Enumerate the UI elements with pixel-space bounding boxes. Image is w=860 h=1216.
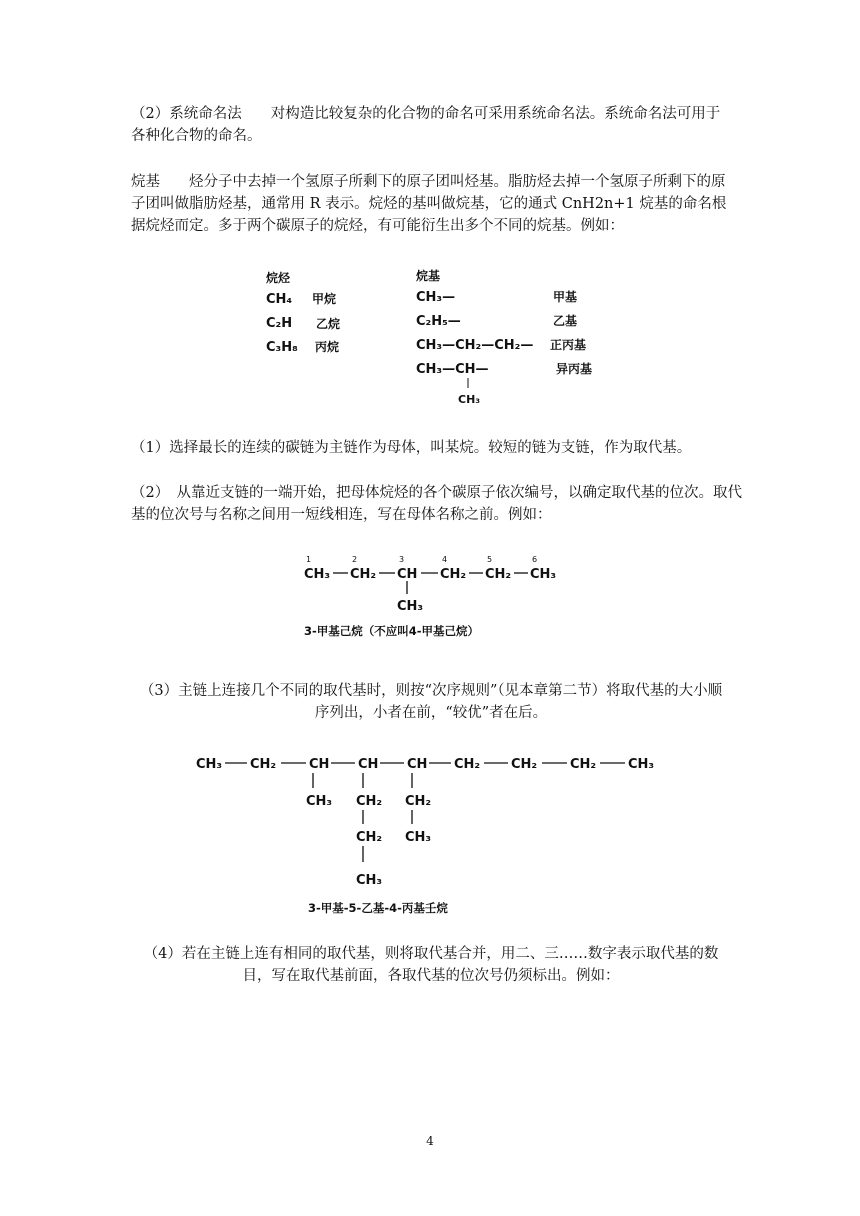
chain-group-4: CH₂ (440, 567, 467, 582)
alkyl-formula-2: C₂H₅— (416, 314, 461, 329)
alkane-formula-2: C₂H (266, 316, 293, 331)
example2-caption: 3-甲基-5-乙基-4-丙基壬烷 (308, 901, 448, 915)
rule-3: （3）主链上连接几个不同的取代基时，则按“次序规则”（见本章第二节）将取代基的大小顺序列出，小者在前，“较优”者在后。 (139, 683, 723, 721)
alkyl-formula-1: CH₃— (416, 290, 456, 305)
alkane-name-1: 甲烷 (312, 292, 337, 306)
alkane-formula-3: C₃H₈ (266, 340, 298, 355)
main-group-8: CH₂ (570, 757, 597, 772)
alkyl-name-3: 正丙基 (550, 338, 587, 352)
chain-group-2: CH₂ (350, 567, 377, 582)
main-group-7: CH₂ (511, 757, 538, 772)
main-group-1: CH₃ (196, 757, 223, 772)
intro-paragraph: （2）系统命名法 对构造比较复杂的化合物的命名可采用系统命名法。系统命名法可用于各种化合物的命名。 (131, 106, 721, 144)
main-group-2: CH₂ (250, 757, 277, 772)
alkane-formula-1: CH₄ (266, 292, 293, 307)
carbon-number-4: 4 (442, 555, 448, 564)
carbon-number-6: 6 (532, 555, 538, 564)
rule-2: （2） 从靠近支链的一端开始，把母体烷烃的各个碳原子依次编号，以确定取代基的位次。取代基的位次号与名称之间用一短线相连，写在母体名称之前。例如： (131, 485, 742, 523)
page-number: 4 (426, 1134, 434, 1148)
alkyl-name-2: 乙基 (553, 314, 578, 328)
chain-group-3: CH (397, 567, 418, 582)
alkyl-name-4: 异丙基 (556, 362, 593, 376)
alkane-name-3: 丙烷 (315, 340, 340, 354)
branch2-group-1: CH₂ (356, 794, 383, 809)
chain-group-1: CH₃ (304, 567, 331, 582)
branch3-group-2: CH₃ (405, 830, 432, 845)
carbon-number-3: 3 (399, 555, 405, 564)
main-group-5: CH (407, 757, 428, 772)
carbon-number-1: 1 (306, 555, 312, 564)
carbon-number-2: 2 (352, 555, 358, 564)
carbon-number-5: 5 (487, 555, 493, 564)
main-group-3: CH (309, 757, 330, 772)
main-group-6: CH₂ (454, 757, 481, 772)
alkyl-paragraph: 烷基 烃分子中去掉一个氢原子所剩下的原子团叫烃基。脂肪烃去掉一个氢原子所剩下的原子团叫做脂肪烃基，通常用 R 表示。烷烃的基叫做烷基，它的通式 CnH2n+1 烷基的命名根据烷烃而定。多于两个碳原子的烷烃，有可能衍生出多个不同的烷基。例如： (131, 174, 727, 234)
example2-structure (190, 748, 670, 923)
rule-1: （1）选择最长的连续的碳链为主链作为母体，叫某烷。较短的链为支链，作为取代基。 (131, 440, 692, 456)
example1-branch: CH₃ (397, 599, 424, 614)
alkane-alkyl-figure (260, 262, 620, 412)
branch2-group-2: CH₂ (356, 830, 383, 845)
alkyl-formula-4: CH₃—CH— (416, 362, 489, 377)
branch2-group-4: CH₃ (356, 873, 383, 888)
main-group-9: CH₃ (628, 757, 655, 772)
branch3-group-1: CH₂ (405, 794, 432, 809)
rule-4: （4）若在主链上连有相同的取代基，则将取代基合并，用二、三……数字表示取代基的数目，写在取代基前面，各取代基的位次号仍须标出。例如： (143, 946, 719, 984)
alkyl-formula-3: CH₃—CH₂—CH₂— (416, 338, 534, 353)
alkyl-name-1: 甲基 (553, 290, 578, 304)
alkyl-header: 烷基 (416, 269, 441, 283)
branch1-methyl: CH₃ (306, 794, 333, 809)
chain-group-5: CH₂ (485, 567, 512, 582)
example1-caption: 3-甲基己烷（不应叫4-甲基己烷） (304, 624, 480, 638)
isopropyl-branch: CH₃ (458, 393, 481, 406)
alkane-name-2: 乙烷 (316, 317, 341, 331)
example1-structure (300, 552, 570, 644)
main-group-4: CH (358, 757, 379, 772)
alkane-header: 烷烃 (266, 271, 291, 285)
chain-group-6: CH₃ (530, 567, 557, 582)
